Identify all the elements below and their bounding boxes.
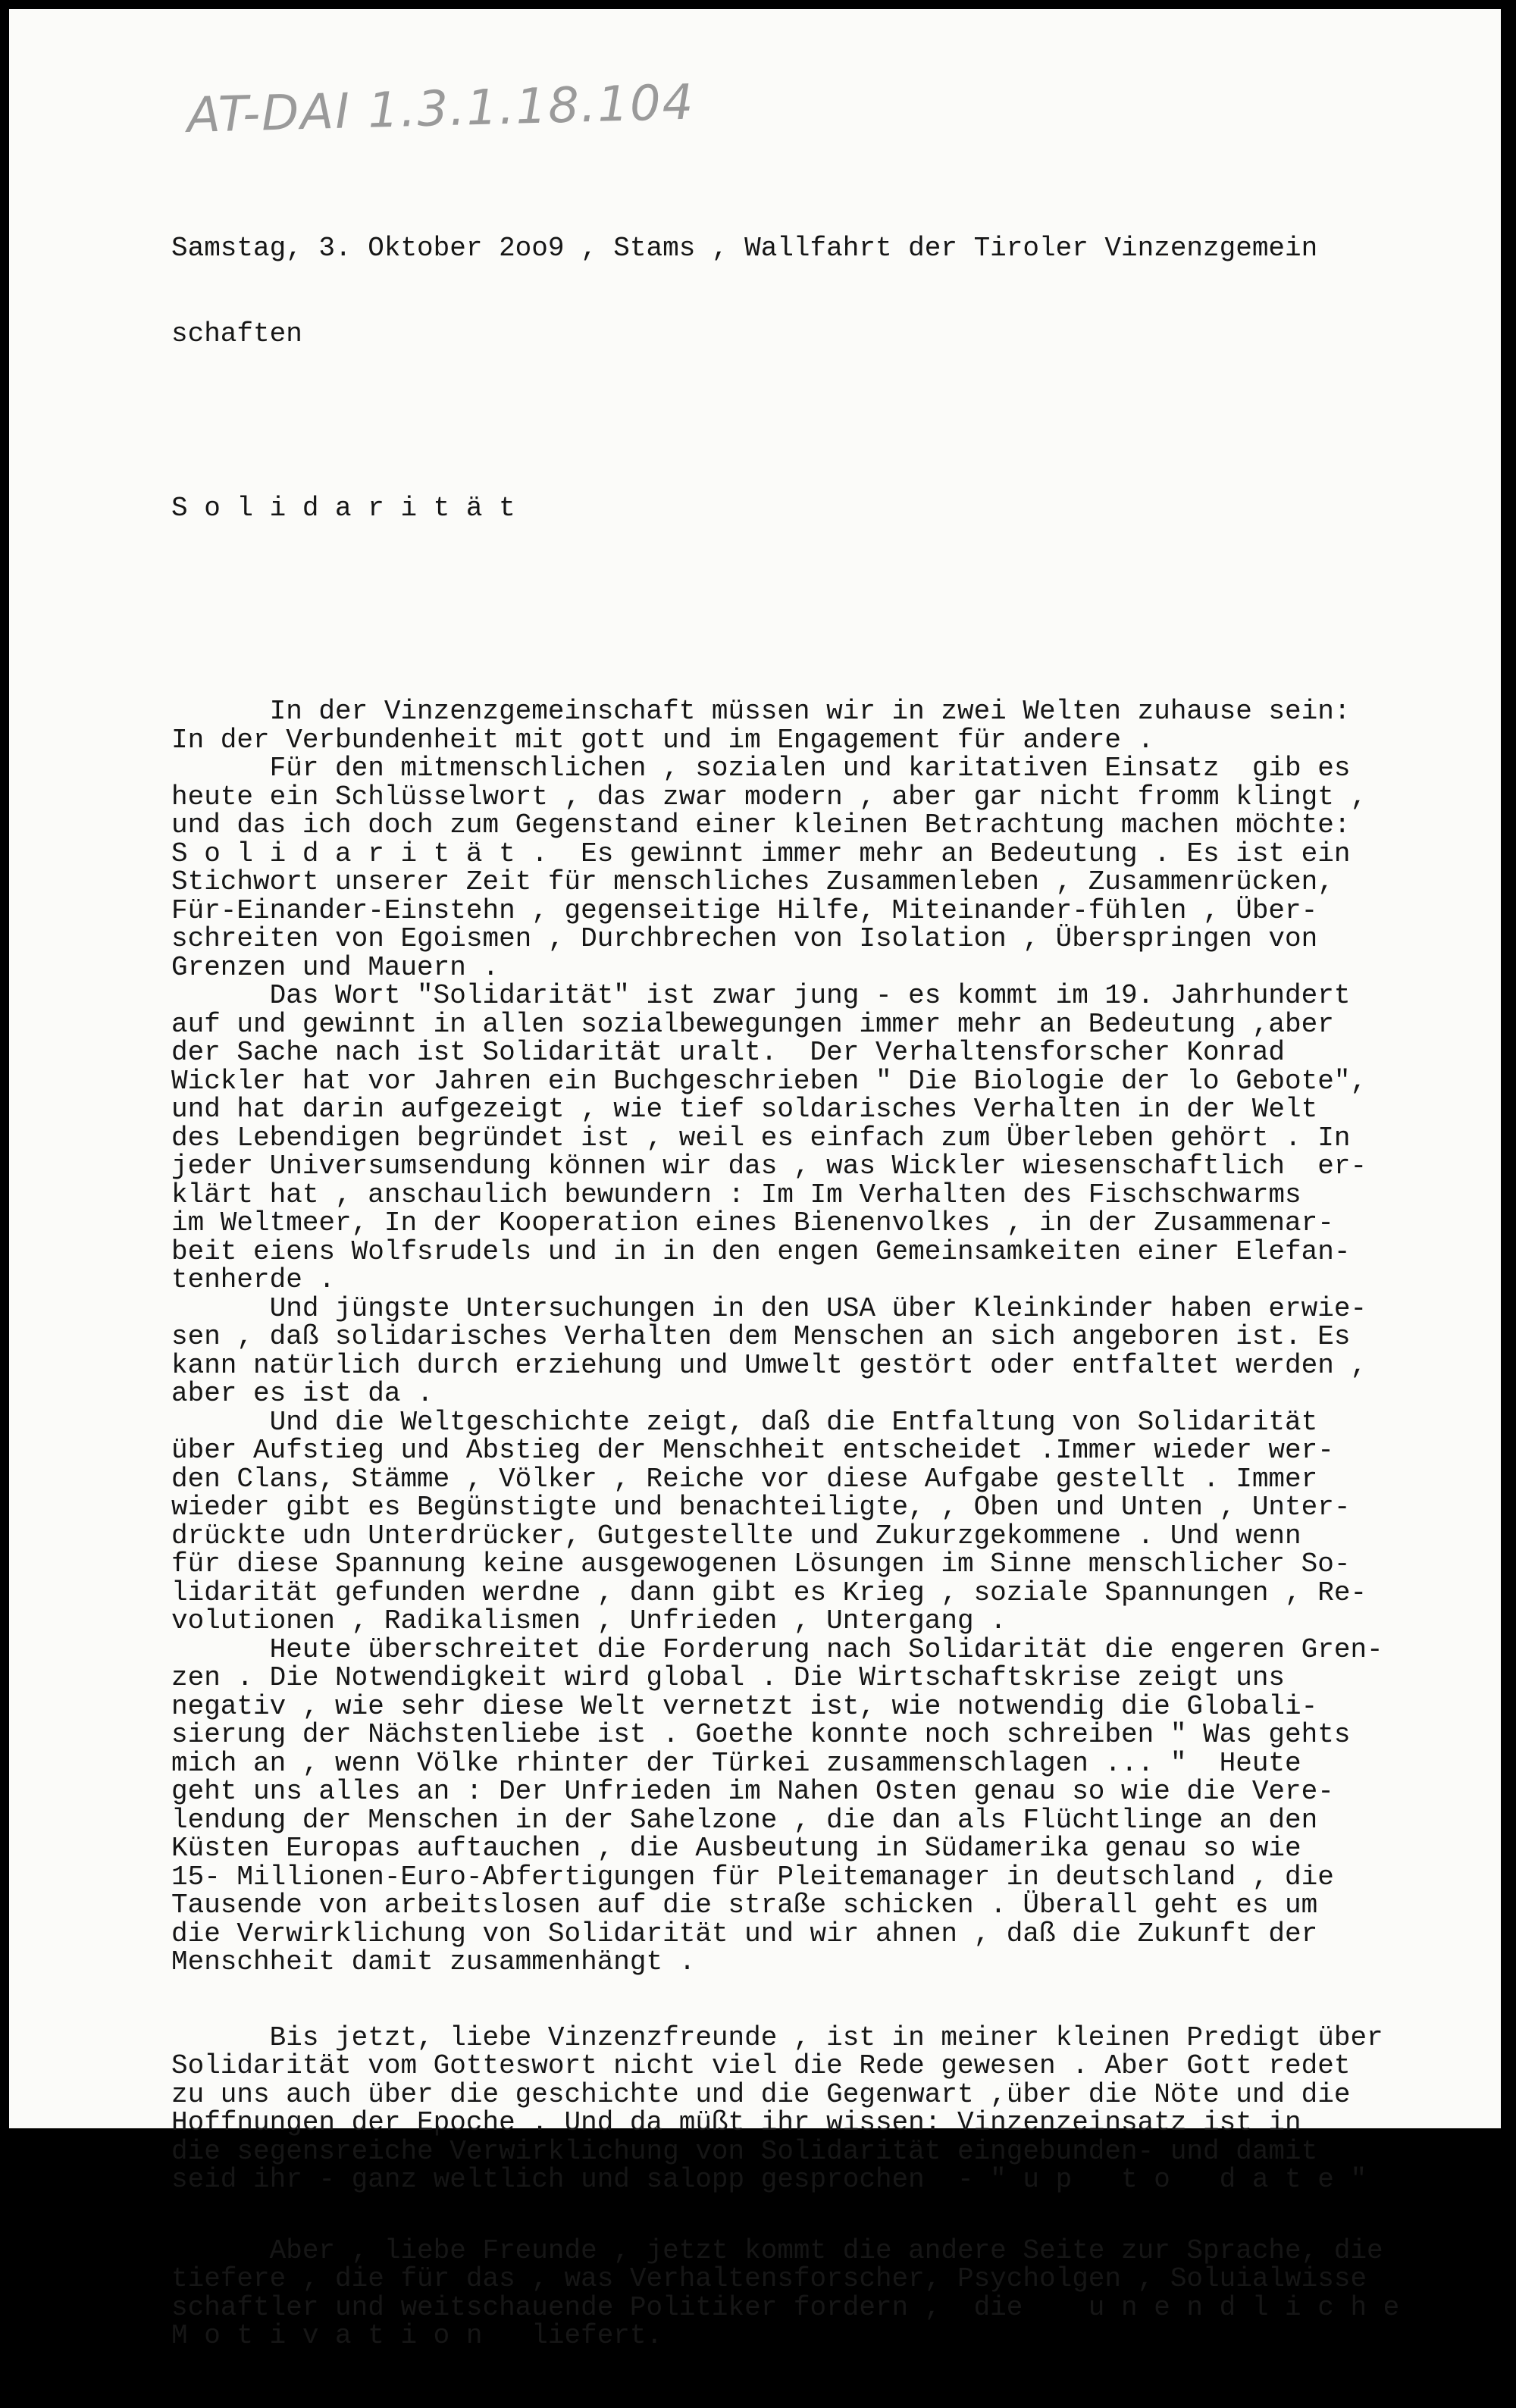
- text-line: schaftler und weitschauende Politiker fordern , die u n e n d l i c h e: [171, 2291, 1400, 2323]
- text-line: Für den mitmenschlichen , sozialen und karitativen Einsatz gib es: [171, 753, 1351, 784]
- text-line: des Lebendigen begründet ist , weil es einfach zum Überleben gehört . In: [171, 1122, 1351, 1154]
- text-line: im Weltmeer, In der Kooperation eines Bienenvolkes , in der Zusammenar-: [171, 1207, 1334, 1238]
- text-line: negativ , wie sehr diese Welt vernetzt ist, wie notwendig die Globali-: [171, 1690, 1318, 1722]
- document-page: [9, 9, 1501, 2351]
- text-line: In der Vinzenzgemeinschaft müssen wir in zwei Welten zuhause sein:: [171, 696, 1351, 727]
- text-line: Tausende von arbeitslosen auf die straße schicken . Überall geht es um: [171, 1890, 1318, 1921]
- paragraph: [171, 1292, 1490, 1409]
- text-line: Heute überschreitet die Forderung nach Solidarität die engeren Gren-: [171, 1633, 1383, 1665]
- text-line: tenherde .: [171, 1264, 336, 1295]
- paragraphs: [171, 697, 1490, 2350]
- text-line: für diese Spannung keine ausgewogenen Lösungen im Sinne menschlicher So-: [171, 1548, 1351, 1580]
- text-line: Und die Weltgeschichte zeigt, daß die Entfaltung von Solidarität: [171, 1406, 1318, 1438]
- text-line: und das ich doch zum Gegenstand einer kleinen Betrachtung machen möchte:: [171, 809, 1351, 841]
- text-line: In der Verbundenheit mit gott und im Engagement für andere .: [171, 724, 1154, 756]
- header-line-2: schaften: [171, 318, 302, 349]
- text-line: Hoffnungen der Epoche . Und da müßt ihr wissen: Vinzenzeinsatz ist in: [171, 2107, 1301, 2138]
- text-line: Und jüngste Untersuchungen in den USA über Kleinkinder haben erwie-: [171, 1292, 1367, 1324]
- text-line: Solidarität vom Gotteswort nicht viel die Rede gewesen . Aber Gott redet: [171, 2050, 1351, 2081]
- text-line: aber es ist da .: [171, 1378, 434, 1409]
- paragraph: [171, 754, 1490, 982]
- text-line: lidarität gefunden werdne , dann gibt es Krieg , soziale Spannungen , Re-: [171, 1577, 1367, 1608]
- archive-reference-handwritten: AT-DAI 1.3.1.18.104: [186, 74, 696, 144]
- text-line: wieder gibt es Begünstigte und benachteiligte, , Oben und Unten , Unter-: [171, 1492, 1351, 1523]
- text-line: über Aufstieg und Abstieg der Menschheit entscheidet .Immer wieder wer-: [171, 1435, 1334, 1466]
- text-line: drückte udn Unterdrücker, Gutgestellte und Zukurzgekommene . Und wenn: [171, 1520, 1301, 1552]
- text-line: Das Wort "Solidarität" ist zwar jung - es kommt im 19. Jahrhundert: [171, 980, 1351, 1011]
- paragraph: [171, 1408, 1490, 1636]
- text-line: geht uns alles an : Der Unfrieden im Nahen Osten genau so wie die Vere-: [171, 1776, 1334, 1807]
- text-line: auf und gewinnt in allen sozialbewegungen immer mehr an Bedeutung ,aber: [171, 1008, 1334, 1040]
- text-line: schreiten von Egoismen , Durchbrechen von Isolation , Überspringen von: [171, 923, 1318, 954]
- text-line: klärt hat , anschaulich bewundern : Im Im Verhalten des Fischschwarms: [171, 1179, 1301, 1210]
- text-line: heute ein Schlüsselwort , das zwar modern , aber gar nicht fromm klingt ,: [171, 781, 1367, 813]
- text-line: tiefere , die für das , was Verhaltensforscher, Psycholgen , Soluialwisse: [171, 2263, 1367, 2294]
- text-line: sen , daß solidarisches Verhalten dem Menschen an sich angeboren ist. Es: [171, 1321, 1351, 1352]
- text-line: Küsten Europas auftauchen , die Ausbeutung in Südamerika genau so wie: [171, 1833, 1301, 1864]
- text-line: lendung der Menschen in der Sahelzone , die dan als Flüchtlinge an den: [171, 1804, 1318, 1836]
- text-line: beit eiens Wolfsrudels und in in den engen Gemeinsamkeiten einer Elefan-: [171, 1235, 1351, 1267]
- text-line: die segensreiche Verwirklichung von Solidarität eingebunden- und damit: [171, 2135, 1318, 2167]
- text-line: jeder Universumsendung können wir das , was Wickler wiesenschaftlich er-: [171, 1151, 1367, 1182]
- text-line: den Clans, Stämme , Völker , Reiche vor diese Aufgabe gestellt . Immer: [171, 1463, 1318, 1495]
- text-line: 15- Millionen-Euro-Abfertigungen für Pleitemanager in deutschland , die: [171, 1861, 1334, 1893]
- text-line: Menschheit damit zusammenhängt .: [171, 1946, 696, 1977]
- text-line: S o l i d a r i t ä t . Es gewinnt immer mehr an Bedeutung . Es ist ein: [171, 838, 1351, 869]
- paragraph: [171, 697, 1490, 754]
- text-line: und hat darin aufgezeigt , wie tief soldarisches Verhalten in der Welt: [171, 1094, 1318, 1125]
- text-line: zu uns auch über die geschichte und die Gegenwart ,über die Nöte und die: [171, 2078, 1351, 2110]
- document-body: [171, 177, 1490, 2407]
- paragraph: [171, 1633, 1490, 1977]
- text-line: M o t i v a t i o n liefert.: [171, 2320, 663, 2351]
- text-line: seid ihr - ganz weltlich und salopp gesprochen - " u p t o d a t e ": [171, 2164, 1367, 2195]
- text-line: die Verwirklichung von Solidarität und wir ahnen , daß die Zukunft der: [171, 1918, 1318, 1949]
- text-line: Aber , liebe Freunde , jetzt kommt die andere Seite zur Sprache, die: [171, 2234, 1383, 2266]
- text-line: sierung der Nächstenliebe ist . Goethe konnte noch schreiben " Was gehts: [171, 1719, 1351, 1750]
- text-line: Für-Einander-Einstehn , gegenseitige Hilfe, Miteinander-fühlen , Über-: [171, 894, 1318, 926]
- paragraph: [171, 982, 1490, 1295]
- text-line: zen . Die Notwendigkeit wird global . Die Wirtschaftskrise zeigt uns: [171, 1662, 1286, 1693]
- text-line: Grenzen und Mauern .: [171, 951, 500, 983]
- text-line: volutionen , Radikalismen , Unfrieden , Untergang .: [171, 1605, 1007, 1636]
- document-title: S o l i d a r i t ä t: [171, 493, 515, 524]
- text-line: mich an , wenn Völke rhinter der Türkei zusammenschlagen ... " Heute: [171, 1747, 1301, 1779]
- text-line: Wickler hat vor Jahren ein Buchgeschrieben " Die Biologie der lo Gebote",: [171, 1065, 1367, 1097]
- text-line: der Sache nach ist Solidarität uralt. Der Verhaltensforscher Konrad: [171, 1037, 1286, 1068]
- text-line: Stichwort unserer Zeit für menschliches Zusammenleben , Zusammenrücken,: [171, 866, 1334, 897]
- paragraph: [171, 2021, 1490, 2195]
- text-line: kann natürlich durch erziehung und Umwelt gestört oder entfaltet werden ,: [171, 1349, 1367, 1381]
- header-line-1: Samstag, 3. Oktober 2oo9 , Stams , Wallfahrt der Tiroler Vinzenzgemein: [171, 233, 1318, 264]
- paragraph: [171, 2234, 1490, 2351]
- text-line: Bis jetzt, liebe Vinzenzfreunde , ist in meiner kleinen Predigt über: [171, 2021, 1383, 2053]
